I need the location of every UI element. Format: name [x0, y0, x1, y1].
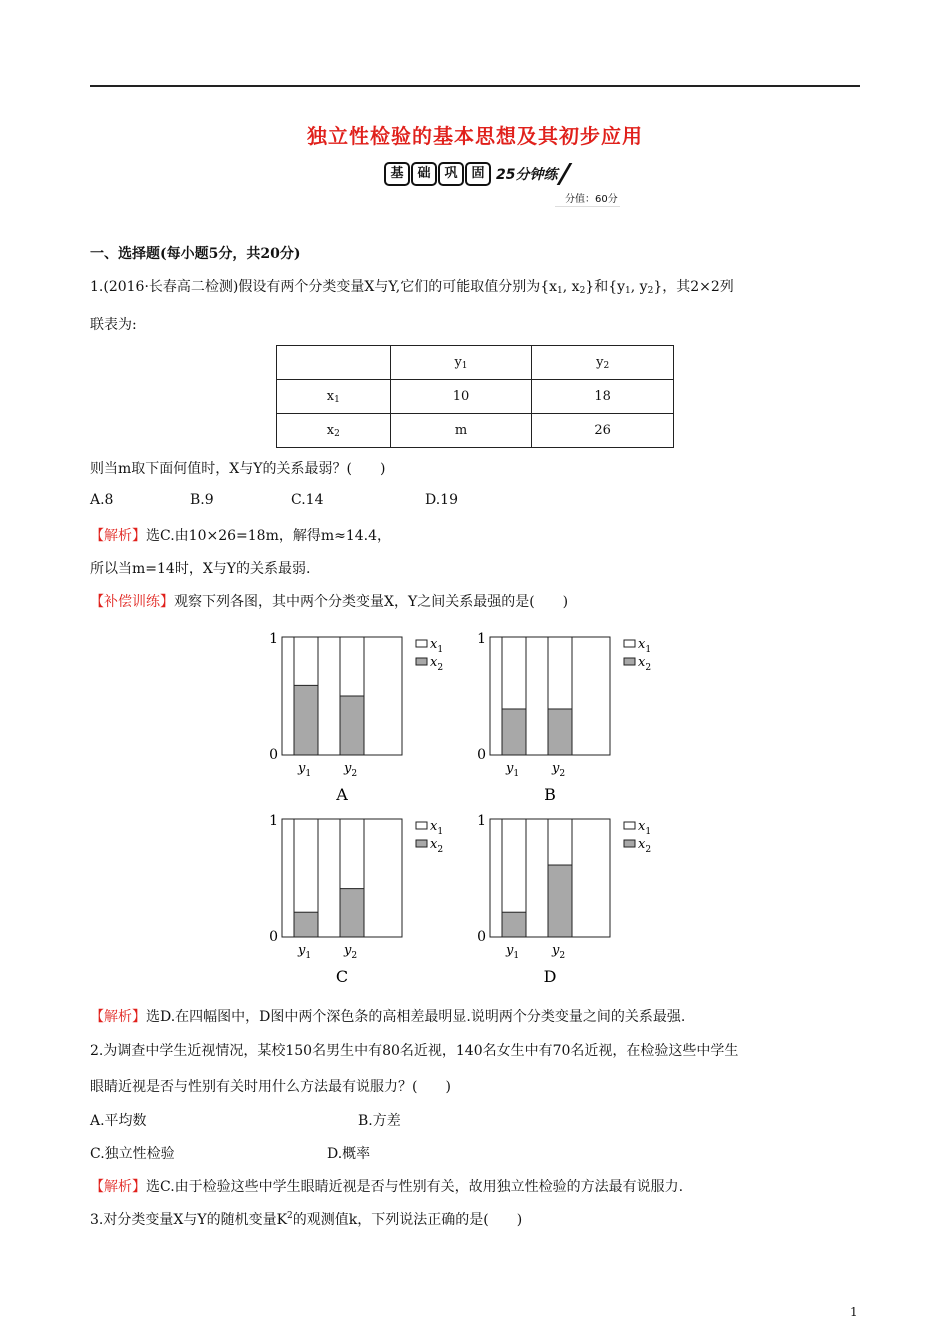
supplement-tag: 【补偿训练】	[90, 594, 174, 610]
q2-option-a: A.平均数	[90, 1113, 147, 1129]
q2-option-b: B.方差	[358, 1113, 401, 1129]
q1-analysis-line2: 所以当m=14时，X与Y的关系最弱.	[90, 561, 311, 577]
legend-swatch	[416, 822, 427, 829]
legend-swatch	[624, 822, 635, 829]
score-label: 分值：60分	[555, 190, 620, 207]
legend-label: $x_1$	[430, 819, 444, 837]
bar-x2	[294, 912, 318, 937]
legend-label: $x_1$	[430, 637, 444, 655]
q2-option-d: D.概率	[327, 1146, 371, 1162]
header-rule	[90, 85, 860, 87]
category-label: $y_1$	[298, 943, 312, 961]
bar-x2	[340, 889, 364, 937]
badge-char-3: 巩	[438, 162, 464, 186]
category-label: $y_2$	[552, 761, 566, 779]
q1-option-d: D.19	[425, 492, 458, 508]
q2-option-c: C.独立性检验	[90, 1146, 175, 1162]
practice-badge	[384, 163, 566, 185]
badge-char-4: 固	[465, 162, 491, 186]
legend-label: $x_1$	[638, 637, 652, 655]
section-heading: 一、选择题(每小题5分，共20分)	[90, 246, 301, 262]
bar-x2	[340, 696, 364, 755]
q1-sub: 2	[579, 286, 586, 296]
page-title: 独立性检验的基本思想及其初步应用	[307, 124, 643, 148]
analysis-text: 选C.由于检验这些中学生眼睛近视是否与性别有关，故用独立性检验的方法最有说服力.	[146, 1179, 684, 1195]
bar-x2	[548, 865, 572, 937]
legend-label: $x_2$	[430, 655, 444, 673]
table-row	[277, 346, 674, 380]
table-header-cell: $y_2$	[532, 346, 674, 380]
y-tick-label: 1	[269, 631, 278, 647]
analysis-text: 选C.由10×26=18m，解得m≈14.4，	[146, 528, 392, 544]
supplement-text: 观察下列各图，其中两个分类变量X，Y之间关系最强的是( )	[174, 594, 569, 610]
legend-swatch	[416, 658, 427, 665]
y-tick-label: 1	[477, 631, 486, 647]
table-cell: m	[390, 414, 532, 448]
q1-option-a: A.8	[90, 492, 114, 508]
q3-text: 3.对分类变量X与Y的随机变量K	[90, 1212, 288, 1228]
legend-swatch	[624, 840, 635, 847]
badge-time: 25分钟练	[496, 167, 558, 183]
analysis-tag: 【解析】	[90, 528, 146, 544]
q1-option-b: B.9	[190, 492, 214, 508]
legend-label: $x_2$	[638, 655, 652, 673]
category-label: $y_2$	[552, 943, 566, 961]
bar-x2	[294, 685, 318, 755]
q3-sup: 2	[287, 1211, 293, 1221]
table-header-cell: $y_1$	[390, 346, 532, 380]
y-tick-label: 1	[477, 813, 486, 829]
q1-sub: 1	[625, 286, 631, 296]
supplement-analysis	[90, 1006, 685, 1026]
category-label: $y_2$	[344, 761, 358, 779]
q1-stem-text: , x	[562, 279, 580, 295]
table-row	[277, 414, 674, 448]
q1-stem-text: }和{y	[585, 279, 626, 295]
y-tick-label: 0	[269, 929, 278, 945]
category-label: $y_1$	[506, 761, 520, 779]
badge-char-1: 基	[384, 162, 410, 186]
q2-stem-line2: 眼睛近视是否与性别有关时用什么方法最有说服力？( )	[90, 1079, 451, 1095]
bar-x2	[502, 912, 526, 937]
q3-stem	[90, 1209, 522, 1229]
legend-swatch	[416, 640, 427, 647]
bar-charts	[269, 625, 690, 986]
legend-swatch	[624, 640, 635, 647]
q1-sub: 2	[647, 286, 654, 296]
q1-option-c: C.14	[291, 492, 324, 508]
category-label: $y_1$	[506, 943, 520, 961]
q1-stem-line2: 联表为:	[90, 317, 137, 333]
category-label: $y_2$	[344, 943, 358, 961]
pen-icon	[557, 163, 573, 185]
q1-stem-text: }，其2×2列	[653, 279, 734, 295]
table-row	[277, 380, 674, 414]
q2-analysis	[90, 1176, 683, 1196]
y-tick-label: 0	[477, 929, 486, 945]
q1-sub: 1	[557, 286, 563, 296]
badge-char-2: 础	[411, 162, 437, 186]
analysis-tag: 【解析】	[90, 1009, 146, 1025]
legend-label: $x_2$	[430, 837, 444, 855]
panel-label: A	[336, 785, 348, 804]
table-row-header: $x_1$	[277, 380, 391, 414]
supplement-question	[90, 591, 568, 611]
q1-stem-text: , y	[630, 279, 648, 295]
table-corner	[277, 346, 391, 380]
analysis-text: 选D.在四幅图中，D图中两个深色条的高相差最明显.说明两个分类变量之间的关系最强.	[146, 1009, 686, 1025]
table-row-header: $x_2$	[277, 414, 391, 448]
page-number: 1	[850, 1305, 858, 1319]
contingency-table	[276, 345, 674, 448]
y-tick-label: 1	[269, 813, 278, 829]
table-cell: 10	[390, 380, 532, 414]
legend-label: $x_1$	[638, 819, 652, 837]
table-cell: 26	[532, 414, 674, 448]
q1-question: 则当m取下面何值时，X与Y的关系最弱？( )	[90, 461, 386, 477]
bar-x2	[548, 709, 572, 755]
y-tick-label: 0	[477, 747, 486, 763]
table-cell: 18	[532, 380, 674, 414]
y-tick-label: 0	[269, 747, 278, 763]
q1-analysis	[90, 525, 391, 545]
q1-stem-text: 1.(2016·长春高二检测)假设有两个分类变量X与Y,它们的可能取值分别为{x	[90, 279, 558, 295]
legend-label: $x_2$	[638, 837, 652, 855]
legend-swatch	[416, 840, 427, 847]
panel-label: B	[544, 785, 556, 804]
legend-swatch	[624, 658, 635, 665]
q2-stem: 2.为调查中学生近视情况，某校150名男生中有80名近视，140名女生中有70名近视，在检验这些中学生	[90, 1043, 739, 1059]
q3-text: 的观测值k，下列说法正确的是( )	[292, 1212, 523, 1228]
bar-x2	[502, 709, 526, 755]
q1-stem	[90, 276, 734, 296]
category-label: $y_1$	[298, 761, 312, 779]
panel-label: C	[335, 967, 349, 986]
analysis-tag: 【解析】	[90, 1179, 146, 1195]
panel-label: D	[543, 967, 557, 986]
